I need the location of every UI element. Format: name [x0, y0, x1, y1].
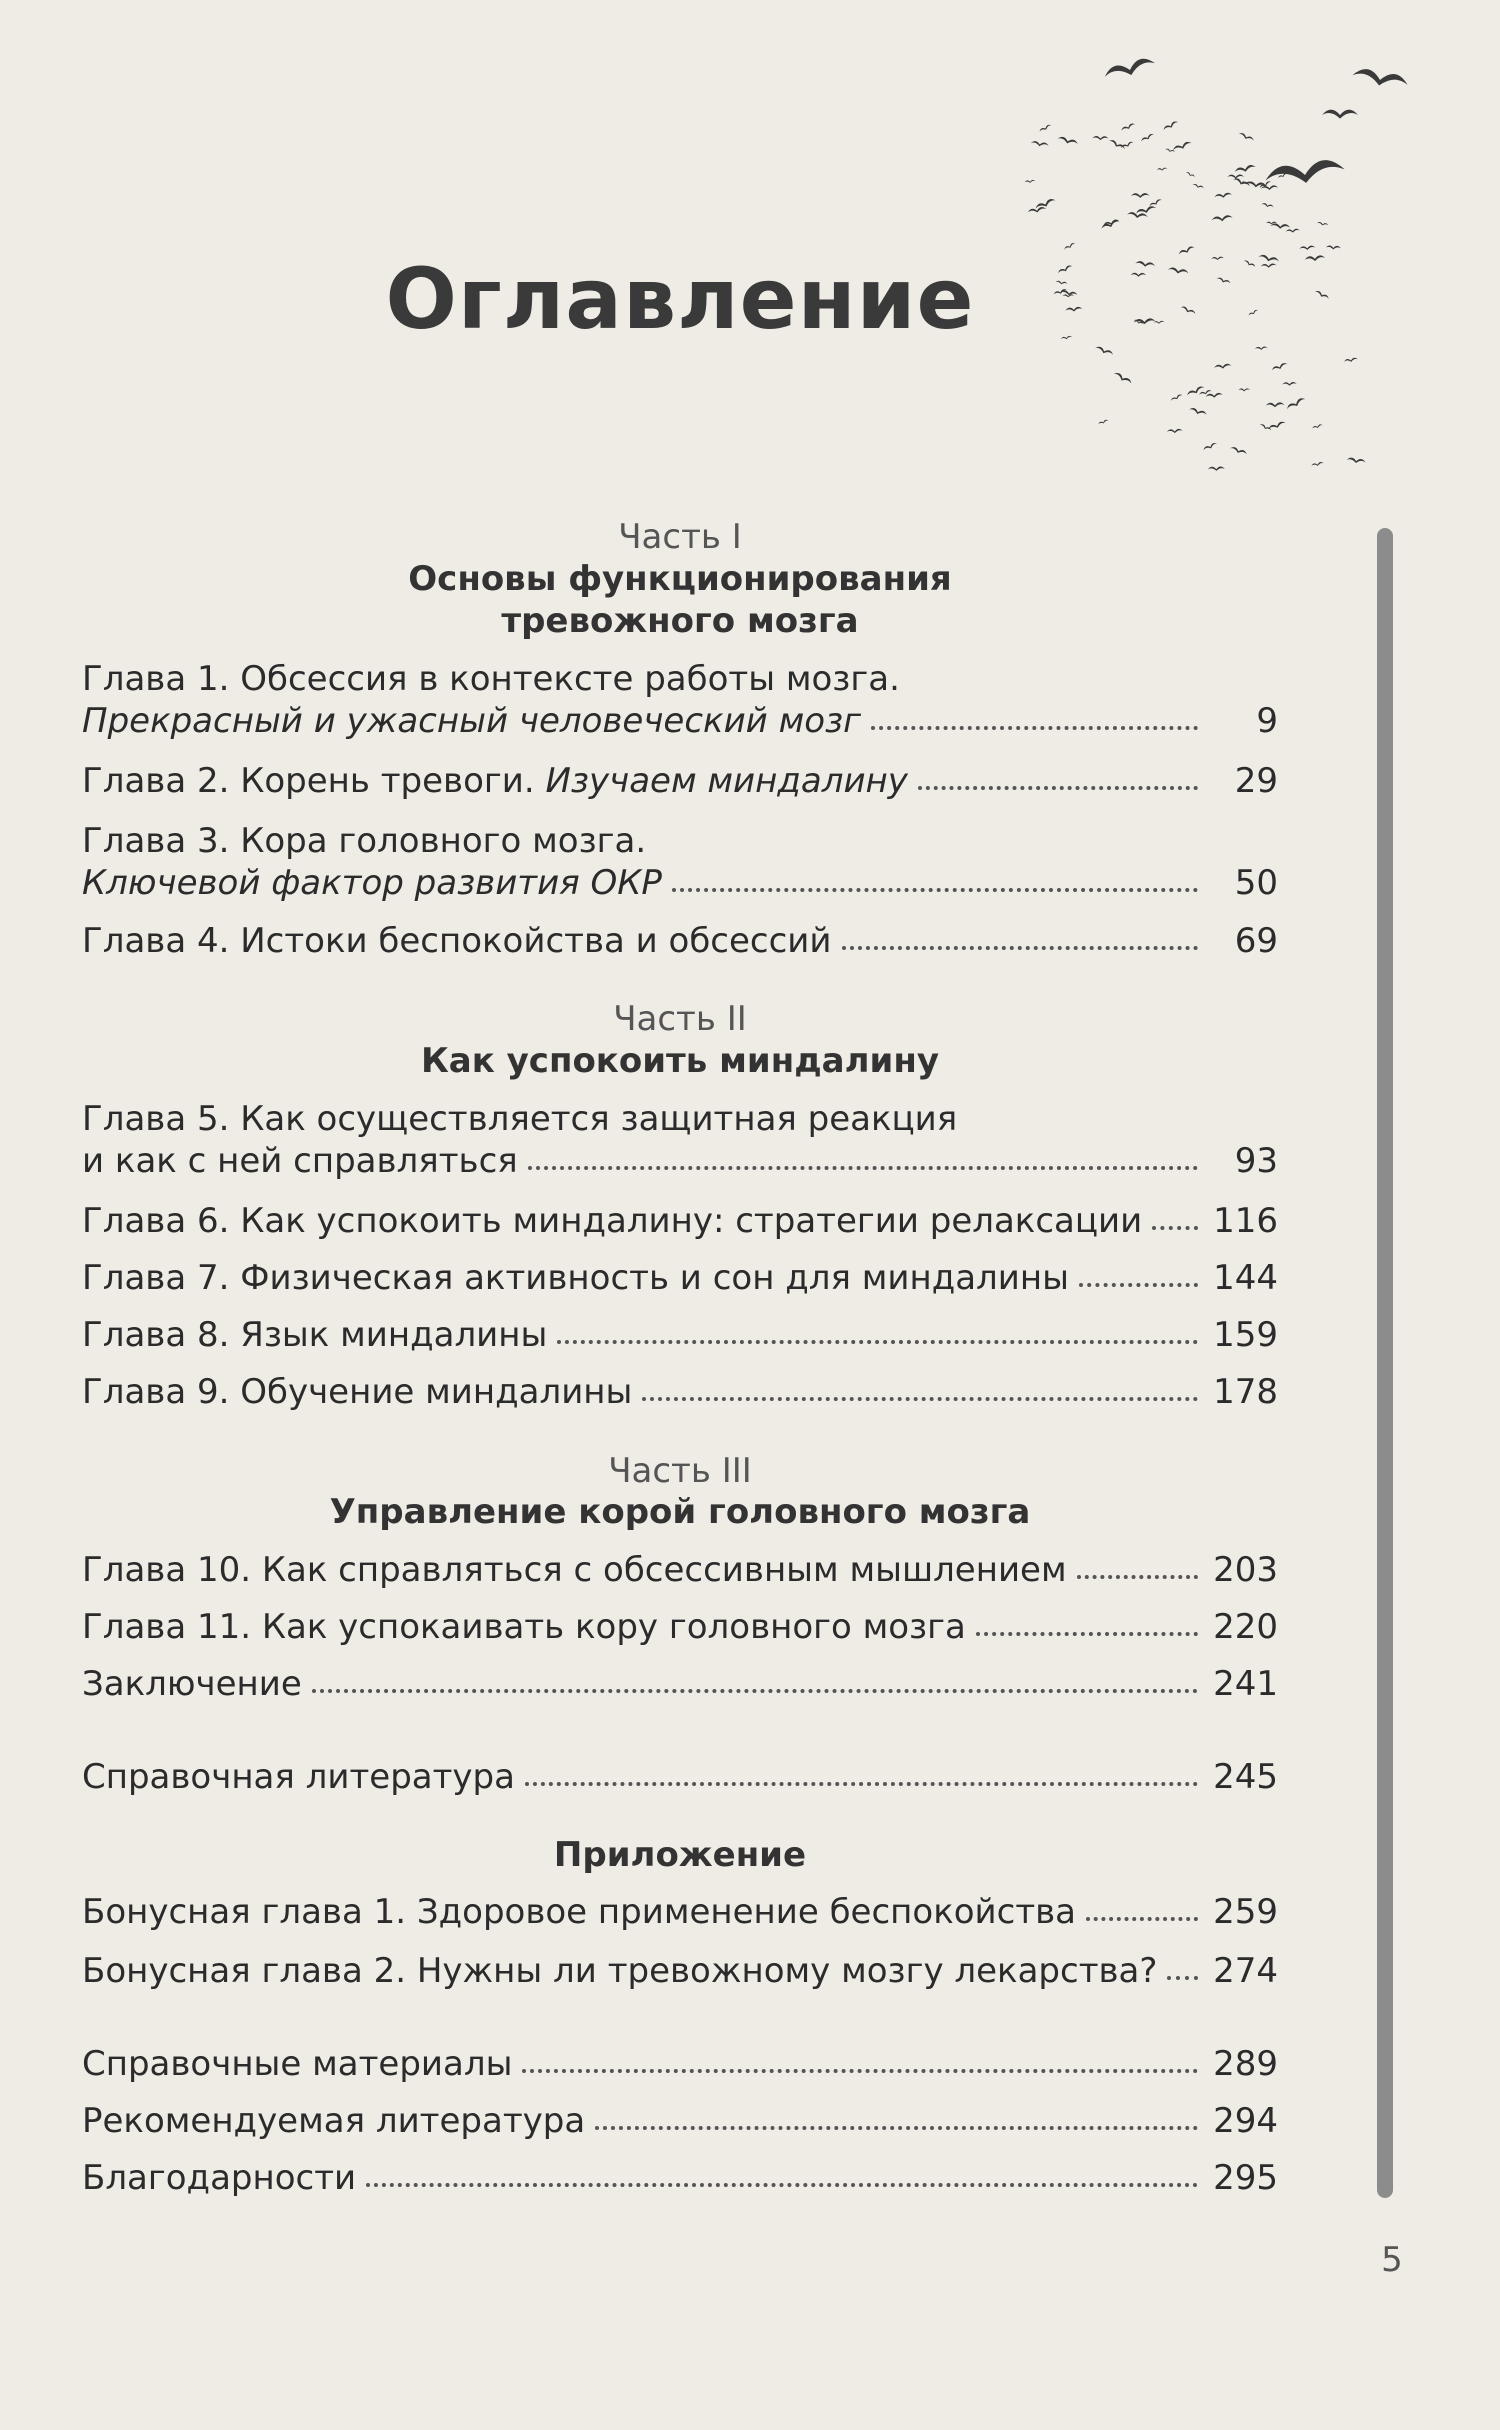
toc-entry[interactable]: [82, 1549, 1278, 1591]
part-title: Как успокоить миндалину: [420, 1041, 939, 1081]
toc-entry[interactable]: [82, 1663, 1278, 1705]
dot-leader: [366, 2183, 1198, 2187]
appendix-title: Приложение: [553, 1835, 807, 1875]
entry-page: 259: [1213, 1892, 1278, 1932]
entry-page: 274: [1213, 1951, 1278, 1991]
entry-title: Бонусная глава 1. Здоровое применение беспокойства: [82, 1892, 1077, 1932]
toc-entry[interactable]: [82, 1756, 1278, 1798]
toc-entry[interactable]: [82, 1606, 1278, 1648]
dot-leader: [918, 786, 1198, 790]
toc-entry[interactable]: [82, 658, 1278, 742]
entry-page: 178: [1213, 1372, 1278, 1412]
dot-leader: [525, 1782, 1198, 1786]
part-label: Часть II: [613, 999, 747, 1039]
entry-title: Глава 9. Обучение миндалины: [82, 1372, 633, 1412]
dot-leader: [672, 888, 1198, 892]
entry-page: 144: [1213, 1258, 1278, 1298]
entry-page: 159: [1213, 1315, 1278, 1355]
part-title: Основы функционирования: [408, 559, 952, 599]
dot-leader: [1167, 1976, 1198, 1980]
toc-entry[interactable]: [82, 1950, 1278, 1992]
dot-leader: [842, 946, 1199, 950]
entry-page: 245: [1213, 1757, 1278, 1797]
entry-title-line: Глава 3. Кора головного мозга.: [82, 821, 647, 861]
toc-entry[interactable]: [82, 1200, 1278, 1242]
entry-subtitle: Изучаем миндалину: [545, 761, 908, 801]
entry-title: и как с ней справляться: [82, 1141, 518, 1181]
entry-title: Глава 11. Как успокаивать кору головного мозга: [82, 1607, 966, 1647]
entry-title: Справочная литература: [82, 1757, 515, 1797]
dot-leader: [595, 2126, 1198, 2130]
dot-leader: [1086, 1917, 1198, 1921]
entry-page: 29: [1234, 761, 1278, 801]
page-number: 5: [1381, 2240, 1403, 2280]
entry-subtitle: Ключевой фактор развития ОКР: [82, 863, 662, 903]
toc-entry[interactable]: [82, 2157, 1278, 2199]
entry-page: 289: [1213, 2044, 1278, 2084]
entry-title: Глава 10. Как справляться с обсессивным мышлением: [82, 1550, 1067, 1590]
entry-page: 50: [1234, 863, 1278, 903]
dot-leader: [871, 726, 1198, 730]
toc-entry[interactable]: [82, 2043, 1278, 2085]
part-title: Управление корой головного мозга: [329, 1492, 1031, 1532]
entry-title: Глава 2. Корень тревоги.: [82, 761, 546, 801]
entry-title: Рекомендуемая литература: [82, 2101, 586, 2141]
toc-entry[interactable]: [82, 1257, 1278, 1299]
entry-page: 9: [1256, 701, 1278, 741]
toc-entry[interactable]: [82, 2100, 1278, 2142]
dot-leader: [642, 1397, 1198, 1401]
page-title: Оглавление: [385, 250, 975, 348]
entry-subtitle: Прекрасный и ужасный человеческий мозг: [82, 701, 861, 741]
dot-leader: [976, 1632, 1198, 1636]
dot-leader: [312, 1689, 1198, 1693]
entry-page: 241: [1213, 1664, 1278, 1704]
entry-title: Глава 8. Язык миндалины: [82, 1315, 548, 1355]
entry-title: Глава 6. Как успокоить миндалину: стратегии релаксации: [82, 1201, 1143, 1241]
toc-entry[interactable]: [82, 920, 1278, 962]
entry-title: Глава 4. Истоки беспокойства и обсессий: [82, 921, 832, 961]
toc-entry[interactable]: [82, 1371, 1278, 1413]
part-label: Часть III: [608, 1451, 752, 1491]
entry-page: 116: [1213, 1201, 1278, 1241]
dot-leader: [1079, 1283, 1198, 1287]
entry-title: Бонусная глава 2. Нужны ли тревожному мозгу лекарства?: [82, 1951, 1158, 1991]
dot-leader: [1077, 1575, 1198, 1579]
dot-leader: [1152, 1226, 1198, 1230]
entry-page: 295: [1213, 2158, 1278, 2198]
entry-title: Благодарности: [82, 2158, 357, 2198]
part-label: Часть I: [618, 517, 742, 557]
toc-entry[interactable]: [82, 820, 1278, 904]
entry-page: 93: [1234, 1141, 1278, 1181]
decorative-sidebar-bar: [1377, 528, 1393, 2198]
entry-page: 203: [1213, 1550, 1278, 1590]
part-title: тревожного мозга: [501, 601, 859, 641]
entry-title-line: Глава 5. Как осуществляется защитная реакция: [82, 1099, 958, 1139]
entry-title: Заключение: [82, 1664, 302, 1704]
entry-page: 69: [1234, 921, 1278, 961]
entry-title: Справочные материалы: [82, 2044, 513, 2084]
dot-leader: [522, 2069, 1198, 2073]
dot-leader: [557, 1340, 1198, 1344]
entry-title: Глава 7. Физическая активность и сон для миндалины: [82, 1258, 1069, 1298]
toc-entry[interactable]: [82, 1314, 1278, 1356]
toc-entry[interactable]: [82, 1891, 1278, 1933]
toc-entry[interactable]: [82, 1098, 1278, 1182]
toc-entry[interactable]: [82, 760, 1278, 802]
entry-page: 294: [1213, 2101, 1278, 2141]
entry-title-line: Глава 1. Обсессия в контексте работы мозга.: [82, 659, 900, 699]
dot-leader: [528, 1166, 1198, 1170]
entry-page: 220: [1213, 1607, 1278, 1647]
